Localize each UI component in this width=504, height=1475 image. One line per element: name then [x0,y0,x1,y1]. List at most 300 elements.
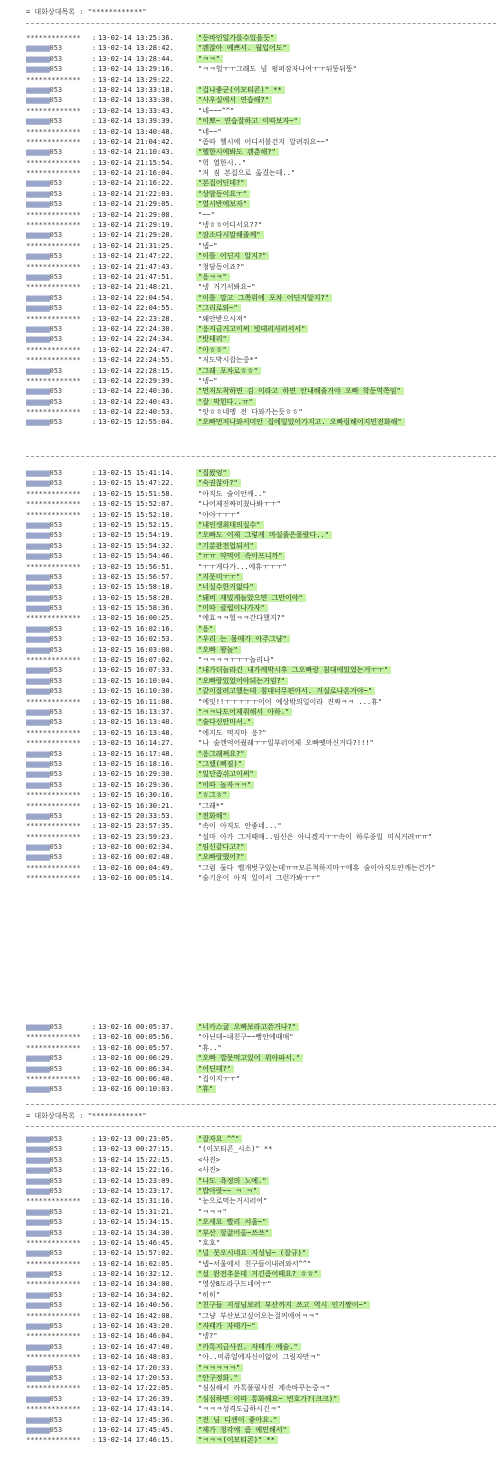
message-row: ************* : 13-02-14 16:02:05. "넵~서울에서 친구들이내려와서^^" [26,1259,496,1269]
message-row: ▆▆▆▆▆▆053 : 13-02-15 20:33:53. "전화해" [26,811,496,821]
sender-id: ************* [26,158,81,167]
sender-id: ▆▆▆▆▆▆053 [26,200,63,209]
message-text: "돼버 재밌게놀았으면 그만이야" [196,594,306,602]
message-text: "지못미ㅜㅜ" [196,573,243,581]
sender-id: ▆▆▆▆▆▆053 [26,1135,63,1143]
timestamp: 13-02-16 00:05:37. [98,1023,174,1031]
message-row: ************* : 13-02-15 16:30:16. "ㅎ그ㅎ" [26,790,496,800]
timestamp: 13-02-15 16:10:30. [98,687,174,696]
sender-id: ************* [26,822,81,831]
message-text: "청담동이죠?" [198,262,245,271]
contact-list-header: = 대화상대목록 : "************" [26,8,147,16]
timestamp: 13-02-14 17:22:05. [98,1384,174,1393]
sender-id: ▆▆▆▆▆▆053 [26,252,63,261]
timestamp: 13-02-14 13:40:48. [98,127,174,136]
message-text: "우리 는 몸매가 아주그냥" [196,635,290,643]
sender-id: ▆▆▆▆▆▆053 [26,645,63,654]
message-row: ▆▆▆▆▆▆053 : 13-02-15 16:03:00. "오빠 꽝놀" [26,645,496,655]
message-text: "아..비쥬얼에자신이없어 그림자만ㅋ" [198,1353,321,1362]
sender-id: ************* [26,562,81,571]
message-text: "임신같다고?" [196,843,247,851]
message-text: "앗ㅎㅎ네엥 전 다와가는듯ㅎㅎ" [198,408,303,417]
sender-id: ▆▆▆▆▆▆053 [26,1176,63,1185]
message-row: ************* : 13-02-15 15:52:07. "나어제진짜미쳤나봐ㅜㅜ" [26,499,496,509]
message-row: ************* : 13-02-14 17:43:14. "ㅋㅋㅋ성격도급하시긴ㅋ" [26,1404,496,1414]
message-text: "설마 아가 그거때매..임신은 아니겠지ㅜㅜ속이 하루종일 미식거려ㅠㅠ" [198,832,433,841]
message-row: ▆▆▆▆▆▆053 : 13-02-15 15:54:32. "기분완전업되서" [26,541,496,551]
timestamp: 13-02-14 22:40:53. [98,408,174,417]
message-text: "넹~" [198,376,218,385]
timestamp: 13-02-15 16:30:21. [98,801,174,810]
sender-id: ▆▆▆▆▆▆053 [26,687,63,696]
timestamp: 13-02-15 15:41:14. [98,469,174,477]
message-text: "헉 열한시.." [198,158,247,167]
timestamp: 13-02-15 16:17:48. [98,749,174,758]
separator [26,456,496,457]
message-text: "오빠랑있었어야되는거임?" [196,677,288,685]
sender-id: ▆▆▆▆▆▆053 [26,1023,63,1031]
sender-id: ▆▆▆▆▆▆053 [26,85,63,94]
message-row: ▆▆▆▆▆▆053 : 13-02-15 15:54:46. "ㅠㅠ 약먹어 속아프니까" [26,551,496,561]
timestamp: 13-02-14 17:46:15. [98,1436,174,1445]
message-text: "그래 포차로ㅎㅎ" [196,367,261,375]
message-row: ************* : 13-02-14 22:23:28. "왜안받으시져" [26,314,496,324]
sender-id: ************* [26,169,81,178]
sender-id: ▆▆▆▆▆▆053 [26,572,63,581]
timestamp: 13-02-14 15:22:16. [98,1166,174,1175]
message-text: "영상8도라구드네여ㅜ" [198,1280,272,1289]
message-row: ************* : 13-02-14 21:47:43. "청담동이죠?" [26,262,496,272]
sender-id: ▆▆▆▆▆▆053 [26,397,63,406]
timestamp: 13-02-14 13:33:43. [98,106,174,115]
timestamp: 13-02-15 16:03:00. [98,645,174,654]
timestamp: 13-02-15 16:29:36. [98,780,174,789]
contact-list-header: = 대화상대목록 : "************" [26,1112,147,1120]
timestamp: 13-02-16 00:06:40. [98,1074,174,1083]
message-text: "오빠랑했어?" [196,853,247,861]
sender-id: ************* [26,791,81,800]
timestamp: 13-02-15 15:58:18. [98,583,174,592]
sender-id: ▆▆▆▆▆▆053 [26,1064,63,1073]
sender-id: ************* [26,739,81,748]
sender-id: ************* [26,510,81,519]
message-text: "ㅋㅋㅋ" [198,1207,227,1216]
message-row: ▆▆▆▆▆▆053 : 13-02-15 16:18:16. "그랬(삐짐)" [26,759,496,769]
message-row: ▆▆▆▆▆▆053 : 13-02-15 16:29:36. "이따 놀자ㅋㅋ" [26,780,496,790]
sender-id: ************* [26,874,81,883]
timestamp: 13-02-14 22:40:36. [98,387,174,396]
message-row: ▆▆▆▆▆▆053 : 13-02-13 00:23:05. "잘자요 ^^" [26,1134,496,1144]
message-row: ▆▆▆▆▆▆053 : 13-02-15 15:41:14. "집왔엉" [26,468,496,478]
message-text: "휴.." [198,1043,222,1052]
message-row: ▆▆▆▆▆▆053 : 13-02-14 15:57:02. "널 못오시네요 지성님~ (잘규)" [26,1248,496,1258]
message-row: ************* : 13-02-15 16:07:02. "ㅋㅋㅋㅋㅜㅜㅜ놀리나" [26,655,496,665]
timestamp: 13-02-14 21:16:22. [98,179,174,188]
timestamp: 13-02-14 15:34:30. [98,1228,174,1237]
sender-id: ▆▆▆▆▆▆053 [26,148,63,157]
message-row: ▆▆▆▆▆▆053 : 13-02-14 21:16:22. "본집어딘데?" [26,178,496,188]
sender-id: ▆▆▆▆▆▆053 [26,843,63,852]
message-text: "그냥 부산보고싶어오는걸꺼에여ㅋㅋ" [198,1311,319,1320]
timestamp: 13-02-16 00:06:29. [98,1054,174,1063]
message-row: ▆▆▆▆▆▆053 : 13-02-15 16:10:30. "같이잘려고했는데 침대너무편아서. 거실로나온거야~" [26,686,496,696]
message-row: ▆▆▆▆▆▆053 : 13-02-15 16:29:30. "일단좀쉬고이써" [26,769,496,779]
timestamp: 13-02-16 00:05:56. [98,1033,174,1042]
timestamp: 13-02-16 00:05:57. [98,1043,174,1052]
timestamp: 13-02-14 22:24:55. [98,356,174,365]
sender-id: ************* [26,489,81,498]
message-text: "오빠 꽝놀" [196,646,241,654]
message-text: "널 못오시네요 지성님~ (잘규)" [196,1249,309,1257]
timestamp: 13-02-14 21:29:08. [98,210,174,219]
message-row: ************* : 13-02-15 23:57:35. "속이 아직도 안좋네..." [26,821,496,831]
message-text: "에잇!!ㅜㅜㅜㅜㅜ이어 예상밖의일이라 진짜ㅋㅋ ...휴" [198,697,383,706]
message-text: "~~" [198,210,215,219]
message-row: ▆▆▆▆▆▆053 : 13-02-15 15:54:19. "오빠도 어제 그렇게 마실줄은몰랐다.." [26,530,496,540]
message-text: "기분완전업되서" [196,542,257,550]
message-text: "이틀 말고 그쪽위에 포차 어딘지알지?" [196,294,332,302]
message-text: "ㅜㅜ게다가...에휴ㅜㅜㅜ" [198,562,287,571]
timestamp: 13-02-14 16:32:12. [98,1270,174,1279]
message-row: ************* : 13-02-15 16:14:27. "나 술깬억어줬래ㅜㅜ일부러어제 오빠뗏마신거다?!!!" [26,738,496,748]
timestamp: 13-02-14 22:24:30. [98,324,174,333]
message-row: ************* : 13-02-14 21:16:04. "저 짐 본집으로 옮겼는데.." [26,168,496,178]
sender-id: ▆▆▆▆▆▆053 [26,749,63,758]
timestamp: 13-02-14 21:47:51. [98,272,174,281]
message-row: ************* : 13-02-14 15:46:45. "호호" [26,1238,496,1248]
message-row: ▆▆▆▆▆▆053 : 13-02-15 16:13:40. "술다신안마셔." [26,717,496,727]
message-row: ▆▆▆▆▆▆053 : 13-02-15 16:02:53. "우리 는 몸매가 아주그냥" [26,634,496,644]
timestamp: 13-02-14 21:29:19. [98,221,174,230]
message-text: "아직도 술이안깨.." [198,489,267,498]
message-row: ▆▆▆▆▆▆053 : 13-02-14 22:24:34. "밧데리" [26,334,496,344]
message-text: "너카스귤 오빠보라고쓴거나?" [196,1023,299,1031]
message-list [26,1134,496,1446]
message-row: ************* : 13-02-14 21:31:25. "넵~" [26,241,496,251]
message-row: ************* : 13-02-15 16:30:21. "그래*" [26,801,496,811]
timestamp: 13-02-14 21:29:28. [98,231,174,240]
message-text: "제가 청각에 좀 예민해서" [196,1426,290,1434]
message-text: "ㅋㅋㅋ(이모티콘)" ** [196,1436,278,1444]
message-row: ************* : 13-02-16 00:04:49. "그럼 둘다 뻘개벗구있는데ㅠㅠ모른척하지마ㅜ에휴 술이아직도안깨는건가" [26,863,496,873]
message-text: "오빠먼저나와서미안 집에일있어가지고. 오빠링헤어지민전화해" [196,418,405,426]
message-list [26,33,496,428]
timestamp: 13-02-16 00:04:49. [98,863,174,872]
message-text: "심심해서 카톡풀필사진 계속바꾸는중ㅋ" [198,1384,330,1393]
message-text: "오빠도 어제 그렇게 마실줄은몰랐다.." [196,531,332,539]
message-row: ************* : 13-02-14 17:46:15. "ㅋㅋㅋ(이모티콘)" ** [26,1435,496,1445]
timestamp: 13-02-14 21:47:22. [98,252,174,261]
timestamp: 13-02-14 15:31:16. [98,1197,174,1206]
timestamp: 13-02-15 15:56:51. [98,562,174,571]
timestamp: 13-02-14 13:33:30. [98,96,174,105]
timestamp: 13-02-14 17:43:14. [98,1405,174,1414]
timestamp: 13-02-15 16:02:16. [98,624,174,633]
message-text: "넹ㅎㅎ어디서요??" [198,221,263,230]
message-text: "그럼 둘다 뻘개벗구있는데ㅠㅠ모른척하지마ㅜ에휴 술이아직도안깨는건가" [198,863,436,872]
sender-id: ************* [26,210,81,219]
sender-id: ▆▆▆▆▆▆053 [26,1166,63,1175]
sender-id: ************* [26,656,81,665]
sender-id: ▆▆▆▆▆▆053 [26,1342,63,1351]
message-row: ************* : 13-02-15 15:56:51. "ㅜㅜ게다가...에휴ㅜㅜㅜ" [26,562,496,572]
sender-id: ************* [26,314,81,323]
timestamp: 13-02-15 15:52:07. [98,500,174,509]
sender-id: ▆▆▆▆▆▆053 [26,65,63,74]
sender-id: ************* [26,1259,81,1268]
sender-id: ▆▆▆▆▆▆053 [26,1054,63,1063]
message-row: ▆▆▆▆▆▆053 : 13-02-14 21:47:22. "이틀 어딘지 알지?" [26,251,496,261]
message-text: "잘 막힌다..ㅠ" [196,398,256,406]
message-text: "일단좀쉬고이써" [196,770,257,778]
message-row: ▆▆▆▆▆▆053 : 13-02-14 21:22:03. "상암동이요ㅜ" [26,189,496,199]
message-row: ************* : 13-02-16 00:06:40. "집이지ㅜㅜ" [26,1074,496,1084]
message-text: "넹?" [198,1332,218,1341]
timestamp: 13-02-14 22:04:54. [98,293,174,302]
separator [26,1104,496,1105]
message-text: "등바인일가를수있을듯" [196,34,277,42]
timestamp: 13-02-14 21:29:05. [98,200,174,209]
sender-id: ▆▆▆▆▆▆053 [26,593,63,602]
timestamp: 13-02-13 00:23:05. [98,1135,174,1143]
message-row: ▆▆▆▆▆▆053 : 13-02-13 00:27:15. "(이모티콘_시소)" ** [26,1144,496,1154]
sender-id: ************* [26,500,81,509]
timestamp: 13-02-14 13:39:39. [98,117,174,126]
message-text: "설 완전추운데 거긴좀어때요? ㅎㅎ" [196,1270,321,1278]
timestamp: 13-02-15 16:02:53. [98,635,174,644]
message-text: "나 술깬억어줬래ㅜㅜ일부러어제 오빠뗏마신거다?!!!" [198,739,374,748]
timestamp: 13-02-15 15:52:15. [98,520,174,529]
message-text: "응지금거고이써 빗데리사러서서" [196,325,308,333]
sender-id: ▆▆▆▆▆▆053 [26,335,63,344]
message-row: ▆▆▆▆▆▆053 : 13-02-16 00:06:29. "오빠 밥못먹고있어 위아파서." [26,1053,496,1063]
message-text: "나어제진짜미쳤나봐ㅜㅜ" [198,500,281,509]
message-row: ▆▆▆▆▆▆053 : 13-02-15 15:56:57. "지못미ㅜㅜ" [26,572,496,582]
sender-id: ▆▆▆▆▆▆053 [26,387,63,396]
sender-id: ▆▆▆▆▆▆053 [26,604,63,613]
message-row: ▆▆▆▆▆▆053 : 13-02-14 15:23:17. "밥아랏~~ ㅋ ㅋ" [26,1186,496,1196]
sender-id: ▆▆▆▆▆▆053 [26,624,63,633]
message-row: ************* : 13-02-14 16:34:00. "영상8도라구드네여ㅜ" [26,1279,496,1289]
message-row: ▆▆▆▆▆▆053 : 13-02-15 15:58:36. "이따 클럽이나가자" [26,603,496,613]
message-row: ▆▆▆▆▆▆053 : 13-02-14 15:34:15. "오세요 빨리 서울~" [26,1217,496,1227]
timestamp: 13-02-14 21:22:03. [98,189,174,198]
message-row: ▆▆▆▆▆▆053 : 13-02-16 00:10:03. "휴" [26,1084,496,1094]
message-text: "술기운이 아직 있어서 그런가봐ㅜㅜ" [198,874,321,883]
message-row: ************* : 13-02-14 16:46:04. "넹?" [26,1331,496,1341]
timestamp: 13-02-15 15:54:46. [98,552,174,561]
sender-id: ▆▆▆▆▆▆053 [26,418,63,427]
message-text: "어딘데?" [196,1065,234,1073]
timestamp: 13-02-15 16:18:16. [98,759,174,768]
timestamp: 13-02-14 16:34:00. [98,1280,174,1289]
message-text: "부산 항끓어올~쓰쓰" [196,1229,272,1237]
timestamp: 13-02-14 17:45:45. [98,1425,174,1434]
message-row: ▆▆▆▆▆▆053 : 13-02-14 22:04:54. "이틀 말고 그쪽위에 포차 어딘지알지?" [26,293,496,303]
sender-id: ▆▆▆▆▆▆053 [26,666,63,675]
message-row: ▆▆▆▆▆▆053 : 13-02-14 21:47:51. "응ㅋㅋ" [26,272,496,282]
timestamp: 13-02-14 13:25:36. [98,34,174,42]
message-row: ▆▆▆▆▆▆053 : 13-02-14 22:40:36. "먼저도착하면 김 이라고 하면 안내해줄거야 오빠 학동역쪽임" [26,386,496,396]
message-row: ************* : 13-02-14 13:33:43. "네~~~^^" [26,106,496,116]
message-row: ▆▆▆▆▆▆053 : 13-02-16 00:02:48. "오빠랑했어?" [26,852,496,862]
sender-id: ▆▆▆▆▆▆053 [26,117,63,126]
message-text [196,76,201,84]
message-row: ▆▆▆▆▆▆053 : 13-02-15 15:52:15. "내인생최대의실수" [26,520,496,530]
sender-id: ▆▆▆▆▆▆053 [26,1394,63,1403]
sender-id: ▆▆▆▆▆▆053 [26,635,63,644]
sender-id: ▆▆▆▆▆▆053 [26,552,63,561]
sender-id: ************* [26,614,81,623]
message-text: "밧데리" [196,335,230,343]
message-row: ▆▆▆▆▆▆053 : 13-02-16 00:06:34. "어딘데?" [26,1064,496,1074]
timestamp: 13-02-14 21:47:43. [98,262,174,271]
message-text: "오빠 밥못먹고있어 위아파서." [196,1054,303,1062]
timestamp: 13-02-14 22:28:15. [98,366,174,375]
timestamp: 13-02-15 15:58:36. [98,604,174,613]
sender-id: ▆▆▆▆▆▆053 [26,1322,63,1331]
sender-id: ************* [26,1311,81,1320]
timestamp: 13-02-14 13:28:44. [98,54,174,63]
sender-id: ▆▆▆▆▆▆053 [26,293,63,302]
sender-id: ************* [26,697,81,706]
message-row: ************* : 13-02-14 13:25:36. "등바인일가를수있을듯" [26,33,496,43]
message-text: "오세요 빨리 서울~" [196,1218,269,1226]
message-text: "집왔엉" [196,469,230,477]
message-row: ************* : 13-02-16 00:05:14. "술기운이 아직 있어서 그런가봐ㅜㅜ" [26,873,496,883]
message-text: "ㅋㅋ나도어제취해서 아하." [196,708,292,716]
message-row: ▆▆▆▆▆▆053 : 13-02-14 21:10:43. "헬한시에봐도 괜춘해?" [26,147,496,157]
message-row: ▆▆▆▆▆▆053 : 13-02-14 16:34:02. "히히" [26,1290,496,1300]
message-row: ▆▆▆▆▆▆053 : 13-02-14 15:22:15. <사진> [26,1155,496,1165]
timestamp: 13-02-15 15:54:19. [98,531,174,540]
message-text: "너실수한거없다" [196,583,257,591]
timestamp: 13-02-15 15:58:28. [98,593,174,602]
message-text: "집이지ㅜㅜ" [198,1074,241,1083]
sender-id: ▆▆▆▆▆▆053 [26,1085,63,1094]
sender-id: ▆▆▆▆▆▆053 [26,1373,63,1382]
message-row: ************* : 13-02-15 15:52:10. "아아ㅜㅜㅜ" [26,510,496,520]
sender-id: ************* [26,408,81,417]
message-text: "내인생최대의실수" [196,521,264,529]
message-text: <사진> [198,1155,220,1164]
timestamp: 13-02-14 16:02:05. [98,1259,174,1268]
message-text: "에지도 먹지마 응?" [198,728,267,737]
timestamp: 13-02-15 16:00:25. [98,614,174,623]
message-row: ▆▆▆▆▆▆053 : 13-02-15 15:58:18. "너실수한거없다" [26,582,496,592]
message-row: ************* : 13-02-14 13:40:48. "네~~" [26,127,496,137]
message-row: ▆▆▆▆▆▆053 : 13-02-14 16:43:20. "자태가 자태가~" [26,1321,496,1331]
timestamp: 13-02-14 17:26:39. [98,1394,174,1403]
sender-id: ************* [26,262,81,271]
message-text: "ㅋㅋㅋㅋㅜㅜㅜ놀리나" [198,656,275,665]
timestamp: 13-02-14 22:04:55. [98,304,174,313]
message-text: "아ㅎㅎ" [196,346,230,354]
sender-id: ************* [26,1043,81,1052]
timestamp: 13-02-14 21:15:54. [98,158,174,167]
timestamp: 13-02-16 00:05:14. [98,874,174,883]
sender-id: ▆▆▆▆▆▆053 [26,304,63,313]
sender-id: ▆▆▆▆▆▆053 [26,811,63,820]
message-row: ************* : 13-02-14 22:29:39. "넹~" [26,376,496,386]
sender-id: ************* [26,127,81,136]
message-row: ************* : 13-02-14 21:15:54. "헉 열한시.." [26,158,496,168]
sender-id: ************* [26,1384,81,1393]
sender-id: ▆▆▆▆▆▆053 [26,44,63,53]
message-row: ▆▆▆▆▆▆053 : 13-02-15 16:13:37. "ㅋㅋ나도어제취해서 아하." [26,707,496,717]
message-row: ************* : 13-02-15 16:11:08. "에잇!!ㅜㅜㅜㅜㅜ이어 예상밖의일이라 진짜ㅋㅋ ...휴" [26,697,496,707]
message-text: "넹 거기서봐요~" [198,283,256,292]
sender-id: ************* [26,1280,81,1289]
message-text: "같이잘려고했는데 침대너무편아서. 거실로나온거야~" [196,687,375,695]
message-text: "이뽀~ 연습잘하고 이따보자~" [196,117,301,125]
message-row: ▆▆▆▆▆▆053 : 13-02-14 21:29:28. "잠소다시말해줄께" [26,230,496,240]
message-row: ▆▆▆▆▆▆053 : 13-02-14 15:34:30. "부산 항끓어올~쓰쓰" [26,1228,496,1238]
message-text: "상암동이요ㅜ" [196,190,250,198]
message-text: "이틀 어딘지 알지?" [196,252,269,260]
sender-id: ▆▆▆▆▆▆053 [26,759,63,768]
sender-id: ▆▆▆▆▆▆053 [26,1425,63,1434]
sender-id: ************* [26,221,81,230]
timestamp: 13-02-14 16:48:03. [98,1353,174,1362]
message-text: "전 님 디센이 좋아요." [196,1416,280,1424]
timestamp: 13-02-15 16:29:30. [98,770,174,779]
message-row: ************* : 13-02-14 21:29:08. "~~" [26,210,496,220]
message-text: "심심하면 이따 통화해요~ 번호가?(크크)" [196,1395,340,1403]
sender-id: ▆▆▆▆▆▆053 [26,1301,63,1310]
message-text: "내가더놀라긴 내가깨박시후 그오빠랑 침대에있었는거ㅜㅜ" [196,666,391,674]
sender-id: ************* [26,345,81,354]
sender-id: ▆▆▆▆▆▆053 [26,1145,63,1154]
timestamp: 13-02-14 21:10:43. [98,148,174,157]
message-row: ************* : 13-02-14 21:04:42. "좀따 헬시에 어디서볼건지 알려줘요~~" [26,137,496,147]
sender-id: ************* [26,356,81,365]
message-row: ************* : 13-02-15 15:51:58. "아직도 술이안깨.." [26,489,496,499]
sender-id: ▆▆▆▆▆▆053 [26,1186,63,1195]
message-text: "ㅋㅋ헐ㅜㅜ그래도 넘 펑퍼잠자나여ㅜㅜ뒤뚱뒤뚱" [198,65,357,74]
message-text: "에효ㅋㅋ헐ㅋㅋ간다했지?" [198,614,286,623]
message-row: ▆▆▆▆▆▆053 : 13-02-14 17:45:36. "전 님 디센이 좋아요." [26,1415,496,1425]
timestamp: 13-02-14 17:45:36. [98,1415,174,1424]
timestamp: 13-02-15 16:13:48. [98,728,174,737]
timestamp: 13-02-14 21:31:25. [98,241,174,250]
message-row: ************* : 13-02-14 13:29:22. [26,75,496,85]
message-text: "잘자요 ^^" [196,1135,242,1143]
timestamp: 13-02-15 15:51:58. [98,489,174,498]
timestamp: 13-02-14 22:24:47. [98,345,174,354]
timestamp: 13-02-14 15:31:21. [98,1207,174,1216]
timestamp: 13-02-15 16:14:27. [98,739,174,748]
sender-id: ▆▆▆▆▆▆053 [26,1415,63,1424]
message-text: "ㅋㅋㅋ성격도급하시긴ㅋ" [198,1405,281,1414]
sender-id: ▆▆▆▆▆▆053 [26,179,63,188]
sender-id: ************* [26,1353,81,1362]
message-text: "전화해" [196,812,230,820]
timestamp: 13-02-14 13:33:18. [98,85,174,94]
message-row: ▆▆▆▆▆▆053 : 13-02-14 16:32:12. "설 완전추운데 거긴좀어때요? ㅎㅎ" [26,1269,496,1279]
message-row: ▆▆▆▆▆▆053 : 13-02-14 15:23:09. "나도 욕정의 노예." [26,1176,496,1186]
timestamp: 13-02-14 22:40:43. [98,397,174,406]
sender-id: ************* [26,75,81,84]
message-text: "ㅠㅠ 약먹어 속아프니까" [196,552,285,560]
timestamp: 13-02-15 16:07:33. [98,666,174,675]
timestamp: 13-02-15 16:13:37. [98,707,174,716]
timestamp: 13-02-14 15:22:15. [98,1155,174,1164]
sender-id: ************* [26,1074,81,1083]
timestamp: 13-02-15 15:54:32. [98,541,174,550]
message-text: "잠소다시말해줄께" [196,231,264,239]
timestamp: 13-02-15 16:13:40. [98,718,174,727]
